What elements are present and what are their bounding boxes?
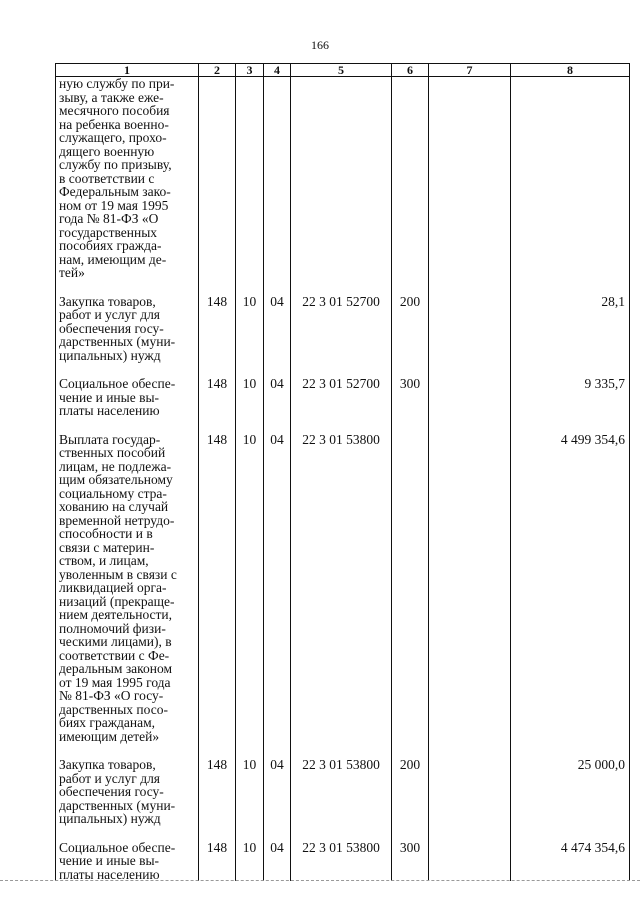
row-spacer bbox=[56, 362, 630, 377]
cell-amount: 25 000,0 bbox=[511, 758, 630, 826]
cell-section: 10 bbox=[236, 377, 264, 418]
column-header-7: 7 bbox=[429, 64, 511, 77]
cell-expense-type: 300 bbox=[392, 841, 429, 882]
cell-ministry-code: 148 bbox=[199, 295, 236, 363]
cell-amount: 28,1 bbox=[511, 295, 630, 363]
cell-amount bbox=[511, 77, 630, 280]
cell-amount: 4 499 354,6 bbox=[511, 433, 630, 744]
table-row bbox=[56, 377, 630, 418]
row-name: ную службу по при- зыву, а также еже- месячного пособия на ребенка военно- служащего, прохо- дящего военную службу по призыву, в соответствии с Федеральным зако- ном от 19 мая 1995 года № 81-ФЗ «О государственных пособиях гражда- нам, имеющим де- тей» bbox=[56, 77, 199, 280]
row-name: Выплата государ- ственных пособий лицам, не подлежа- щим обязательному социальному стра- хованию на случай временной нетрудо- способности и в связи с материн- ством, и лицам, уволенным в связи с ликвидацией орга- низаций (прекраще- нием деятельности, полномочий физи- ческими лицами), в соответствии с Фе- деральным законом от 19 мая 1995 года № 81-ФЗ «О госу- дарственных посо- биях гражданам, имеющим детей» bbox=[56, 433, 199, 744]
cell-col7 bbox=[429, 295, 511, 363]
cell-ministry-code: 148 bbox=[199, 377, 236, 418]
cell-ministry-code bbox=[199, 77, 236, 280]
table-row bbox=[56, 295, 630, 363]
cell-section: 10 bbox=[236, 758, 264, 826]
scan-edge-line bbox=[0, 880, 640, 881]
column-header-1: 1 bbox=[56, 64, 199, 77]
cell-subsection: 04 bbox=[264, 377, 291, 418]
cell-expense-type: 200 bbox=[392, 295, 429, 363]
table-row bbox=[56, 758, 630, 826]
cell-subsection: 04 bbox=[264, 758, 291, 826]
column-header-5: 5 bbox=[291, 64, 392, 77]
column-header-6: 6 bbox=[392, 64, 429, 77]
cell-target-article: 22 3 01 52700 bbox=[291, 295, 392, 363]
cell-amount: 4 474 354,6 bbox=[511, 841, 630, 882]
page-number: 166 bbox=[311, 38, 329, 52]
column-number-row bbox=[56, 64, 630, 77]
row-name: Социальное обеспе- чение и иные вы- платы населению bbox=[56, 841, 199, 882]
cell-subsection bbox=[264, 77, 291, 280]
cell-section bbox=[236, 77, 264, 280]
cell-section: 10 bbox=[236, 433, 264, 744]
row-spacer bbox=[56, 743, 630, 758]
row-spacer bbox=[56, 826, 630, 841]
cell-ministry-code: 148 bbox=[199, 433, 236, 744]
cell-ministry-code: 148 bbox=[199, 758, 236, 826]
column-header-8: 8 bbox=[511, 64, 630, 77]
table-row bbox=[56, 841, 630, 882]
cell-subsection: 04 bbox=[264, 295, 291, 363]
cell-expense-type bbox=[392, 77, 429, 280]
column-header-3: 3 bbox=[236, 64, 264, 77]
row-spacer bbox=[56, 280, 630, 295]
row-name: Социальное обеспе- чение и иные вы- платы населению bbox=[56, 377, 199, 418]
row-name: Закупка товаров, работ и услуг для обеспечения госу- дарственных (муни- ципальных) нужд bbox=[56, 295, 199, 363]
cell-col7 bbox=[429, 77, 511, 280]
cell-section: 10 bbox=[236, 841, 264, 882]
cell-expense-type: 200 bbox=[392, 758, 429, 826]
cell-section: 10 bbox=[236, 295, 264, 363]
cell-col7 bbox=[429, 377, 511, 418]
table-row bbox=[56, 77, 630, 280]
row-name: Закупка товаров, работ и услуг для обеспечения госу- дарственных (муни- ципальных) нужд bbox=[56, 758, 199, 826]
cell-subsection: 04 bbox=[264, 841, 291, 882]
cell-amount: 9 335,7 bbox=[511, 377, 630, 418]
cell-col7 bbox=[429, 841, 511, 882]
cell-target-article: 22 3 01 53800 bbox=[291, 841, 392, 882]
budget-table bbox=[55, 63, 630, 881]
cell-col7 bbox=[429, 758, 511, 826]
cell-target-article: 22 3 01 53800 bbox=[291, 433, 392, 744]
cell-subsection: 04 bbox=[264, 433, 291, 744]
row-spacer bbox=[56, 418, 630, 433]
cell-expense-type bbox=[392, 433, 429, 744]
table-row bbox=[56, 433, 630, 744]
cell-ministry-code: 148 bbox=[199, 841, 236, 882]
column-header-4: 4 bbox=[264, 64, 291, 77]
cell-target-article: 22 3 01 53800 bbox=[291, 758, 392, 826]
cell-target-article: 22 3 01 52700 bbox=[291, 377, 392, 418]
cell-expense-type: 300 bbox=[392, 377, 429, 418]
cell-target-article bbox=[291, 77, 392, 280]
cell-col7 bbox=[429, 433, 511, 744]
column-header-2: 2 bbox=[199, 64, 236, 77]
